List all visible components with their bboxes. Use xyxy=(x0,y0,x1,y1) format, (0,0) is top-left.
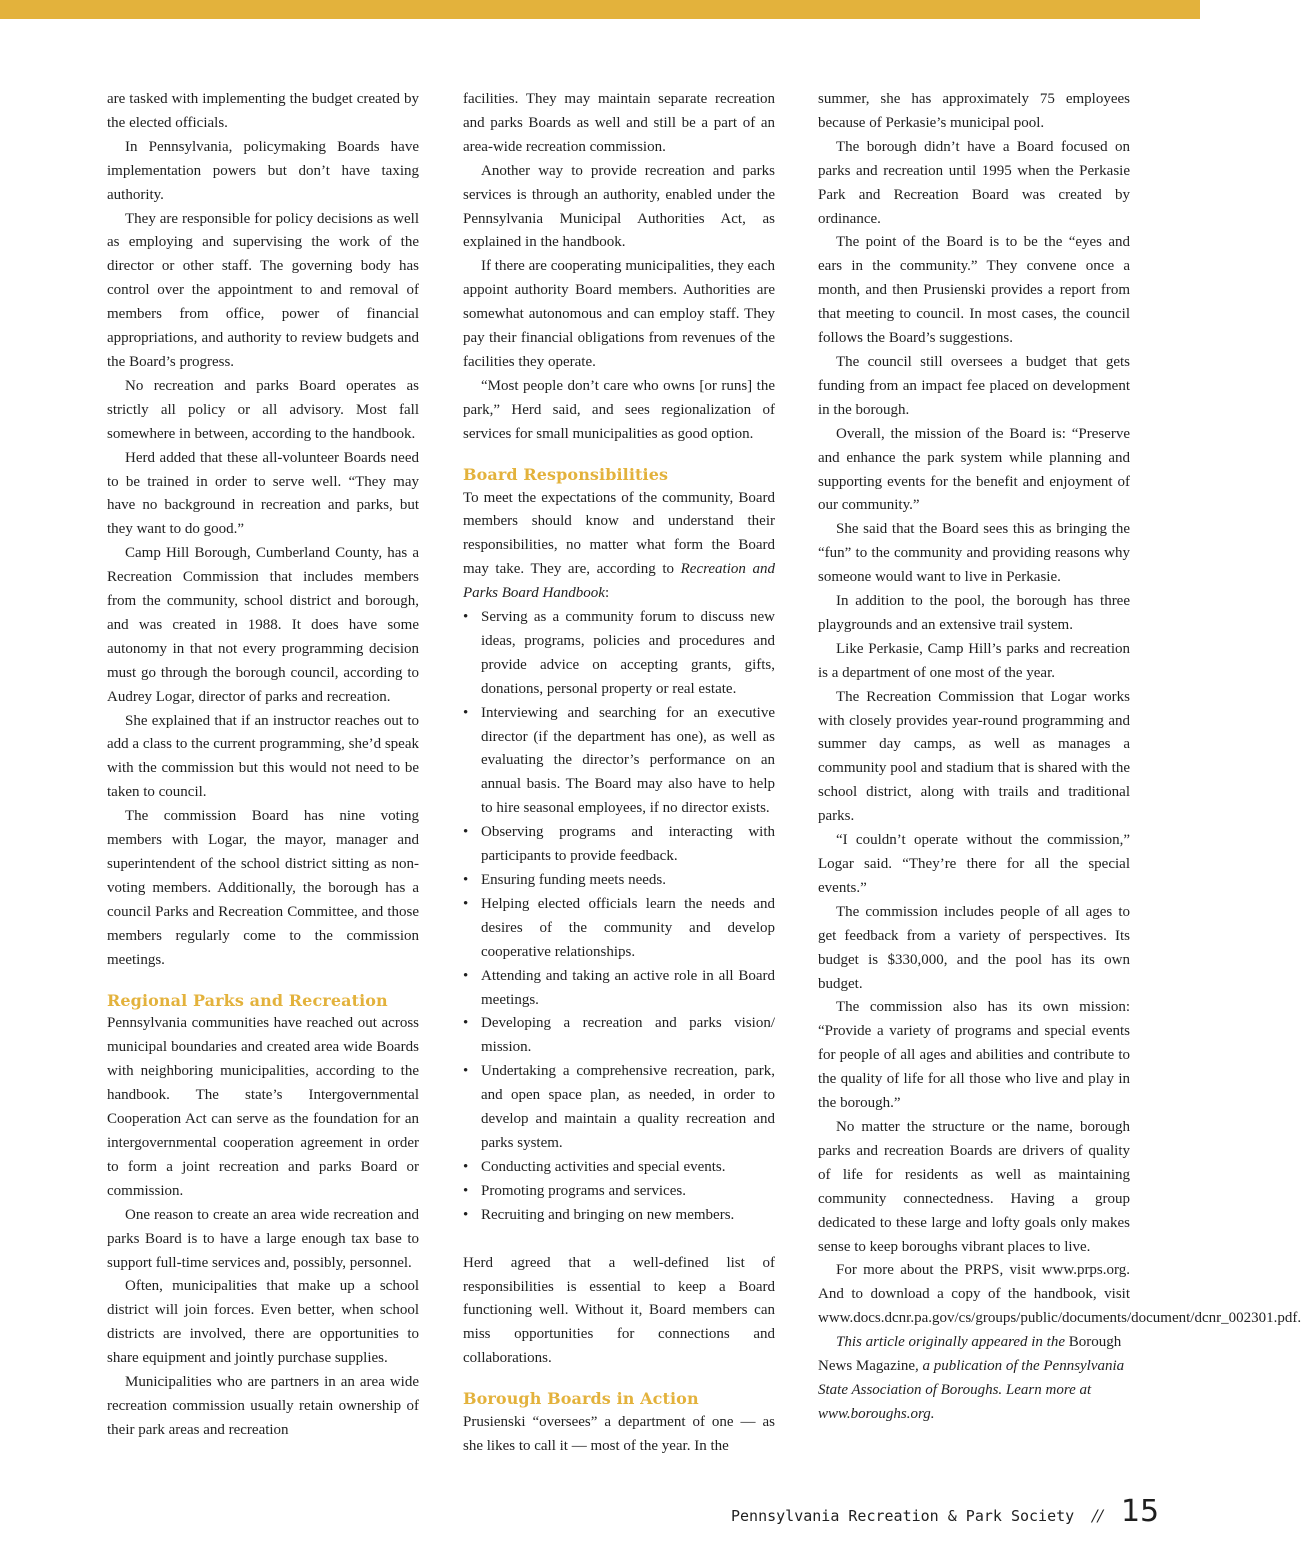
paragraph: are tasked with implementing the budget created by the elected officials. xyxy=(107,91,419,131)
paragraph: The borough didn’t have a Board focused on parks and recreation until 1995 when the Perkasie Park and Recreation Board was created by ordinance. xyxy=(818,138,1130,227)
list-item: • Conducting activities and special events. xyxy=(463,1156,775,1180)
article-credit xyxy=(818,1331,1130,1427)
paragraph: For more about the PRPS, visit www.prps.org. And to download a copy of the handbook, visit www.docs.dcnr.pa.gov/cs/groups/public/documents/document/dcnr_002301.pdf. xyxy=(818,1262,1301,1327)
paragraph: The commission Board has nine voting members with Logar, the mayor, manager and superintendent of the school district sitting as non-voting members. Additionally, the borough has a council Parks and Recreation Committee, and those members regularly come to the commission meetings. xyxy=(107,808,419,968)
paragraph: They are responsible for policy decisions as well as employing and supervising the work of the director or other staff. The governing body has control over the appointment to and removal of members from office, power of financial appropriations, and authority to review budgets and the Board’s progress. xyxy=(107,210,419,370)
list-item: • Recruiting and bringing on new members. xyxy=(463,1204,775,1228)
paragraph: The point of the Board is to be the “eyes and ears in the community.” They convene once a month, and then Prusienski provides a report from that meeting to council. In most cases, the council follows the Board’s suggestions. xyxy=(818,234,1130,347)
intro-colon: : xyxy=(604,585,610,602)
paragraph: Often, municipalities that make up a school district will join forces. Even better, when school districts are involved, there are opportunities to share equipment and jointly purchase supplies. xyxy=(107,1278,419,1367)
section-heading-board-responsibilities: Board Responsibilities xyxy=(463,464,669,484)
paragraph: No matter the structure or the name, borough parks and recreation Boards are drivers of quality of life for residents as well as maintaining community connectedness. Having a group dedicated to these large and lofty goals only makes sense to keep boroughs vibrant places to live. xyxy=(818,1118,1130,1255)
paragraph: facilities. They may maintain separate recreation and parks Boards as well and still be a part of an area-wide recreation commission. xyxy=(463,91,775,155)
paragraph: No recreation and parks Board operates as strictly all policy or all advisory. Most fall somewhere in between, according to the handbook. xyxy=(107,377,419,442)
paragraph: Camp Hill Borough, Cumberland County, has a Recreation Commission that includes members from the community, school district and borough, and was created in 1988. It does have some autonomy in that not every programming decision must go through the borough council, according to Audrey Logar, director of parks and recreation. xyxy=(107,545,419,705)
credit-text: This article originally appeared in the xyxy=(836,1334,1069,1351)
spacer xyxy=(463,1228,775,1252)
column-1 xyxy=(107,88,419,1443)
intro-text: To meet the expectations of the community, Board members should know and understand their responsibilities, no matter what form the Board may take. They are, according to xyxy=(463,489,775,578)
handbook-title: Recreation and Parks Board Handbook xyxy=(463,561,775,602)
paragraph: Another way to provide recreation and parks services is through an authority, enabled under the Pennsylvania Municipal Authorities Act, as explained in the handbook. xyxy=(463,162,775,251)
paragraph: Municipalities who are partners in an area wide recreation commission usually retain ownership of their park areas and recreation xyxy=(107,1374,419,1438)
list-item: • Ensuring funding meets needs. xyxy=(463,869,775,893)
page-number: 15 xyxy=(1120,1494,1160,1529)
paragraph: Overall, the mission of the Board is: “Preserve and enhance the park system while planning and supporting events for the benefit and enjoyment of our community.” xyxy=(818,425,1130,514)
list-item: • Observing programs and interacting with participants to provide feedback. xyxy=(463,821,775,869)
paragraph: If there are cooperating municipalities, they each appoint authority Board members. Authorities are somewhat autonomous and can employ staff. They pay their financial obligations from revenues of the facilities they operate. xyxy=(463,258,775,370)
paragraph: She explained that if an instructor reaches out to add a class to the current programming, she’d speak with the commission but this would not need to be taken to council. xyxy=(107,712,419,801)
section-heading-regional: Regional Parks and Recreation xyxy=(107,990,388,1010)
paragraph: The Recreation Commission that Logar works with closely provides year-round programming and summer day camps, as well as manages a community pool and stadium that is shared with the school district, along with trails and traditional parks. xyxy=(818,688,1130,825)
paragraph: Prusienski “oversees” a department of one — as she likes to call it — most of the year. In the xyxy=(463,1414,775,1454)
list-item: • Serving as a community forum to discuss new ideas, programs, policies and procedures and provide advice on accepting grants, gifts, donations, personal property or real estate. xyxy=(463,606,775,702)
list-item: • Promoting programs and services. xyxy=(463,1180,775,1204)
paragraph: In addition to the pool, the borough has three playgrounds and an extensive trail system. xyxy=(818,593,1130,633)
credit-text-end: , a publication of the Pennsylvania State Association of Boroughs. Learn more at www.boroughs.org. xyxy=(818,1358,1125,1422)
paragraph: In Pennsylvania, policymaking Boards have implementation powers but don’t have taxing authority. xyxy=(107,138,419,203)
paragraph: Herd added that these all-volunteer Boards need to be trained in order to serve well. “They may have no background in recreation and parks, but they want to do good.” xyxy=(107,449,419,538)
paragraph: Like Perkasie, Camp Hill’s parks and recreation is a department of one most of the year. xyxy=(818,640,1130,681)
page-footer xyxy=(731,1494,1160,1529)
paragraph: The commission includes people of all ages to get feedback from a variety of perspectives. Its budget is $330,000, and the pool has its own budget. xyxy=(818,903,1130,992)
paragraph: One reason to create an area wide recreation and parks Board is to have a large enough tax base to support full-time services and, possibly, personnel. xyxy=(107,1206,419,1271)
paragraph: The commission also has its own mission: “Provide a variety of programs and special events for people of all ages and abilities and contribute to the quality of life for all those who live and play in the borough.” xyxy=(818,999,1130,1112)
paragraph: “I couldn’t operate without the commission,” Logar said. “They’re there for all the special events.” xyxy=(818,832,1130,896)
magazine-name: Borough News Magazine xyxy=(818,1334,1122,1375)
column-3 xyxy=(818,88,1301,1427)
column-2 xyxy=(463,88,775,1459)
list-item: • Helping elected officials learn the needs and desires of the community and develop cooperative relationships. xyxy=(463,893,775,965)
paragraph: Pennsylvania communities have reached out across municipal boundaries and created area wide Boards with neighboring municipalities, according to the handbook. The state’s Intergovernmental Cooperation Act can serve as the foundation for an intergovernmental cooperation agreement in order to form a joint recreation and parks Board or commission. xyxy=(107,1015,419,1199)
paragraph: The council still oversees a budget that gets funding from an impact fee placed on development in the borough. xyxy=(818,353,1130,418)
paragraph: She said that the Board sees this as bringing the “fun” to the community and providing reasons why someone would want to live in Perkasie. xyxy=(818,521,1130,586)
responsibilities-list xyxy=(463,606,775,1228)
paragraph: summer, she has approximately 75 employees because of Perkasie’s municipal pool. xyxy=(818,91,1130,131)
list-item: • Attending and taking an active role in all Board meetings. xyxy=(463,965,775,1013)
paragraph: “Most people don’t care who owns [or runs] the park,” Herd said, and sees regionalization of services for small municipalities as good option. xyxy=(463,377,775,442)
footer-society-name: Pennsylvania Recreation & Park Society xyxy=(731,1507,1075,1525)
list-item: • Developing a recreation and parks vision/ mission. xyxy=(463,1012,775,1060)
paragraph: Herd agreed that a well-defined list of responsibilities is essential to keep a Board functioning well. Without it, Board members can miss opportunities for connections and collaborations. xyxy=(463,1254,775,1367)
section-heading-borough-boards: Borough Boards in Action xyxy=(463,1389,699,1409)
footer-separator: // xyxy=(1092,1506,1103,1525)
list-item: • Undertaking a comprehensive recreation, park, and open space plan, as needed, in order to develop and maintain a quality recreation and parks system. xyxy=(463,1060,775,1156)
top-accent-bar xyxy=(0,0,1200,19)
list-item: • Interviewing and searching for an executive director (if the department has one), as well as evaluating the director’s performance on an annual basis. The Board may also have to help to hire seasonal employees, if no director exists. xyxy=(463,702,775,822)
responsibilities-intro xyxy=(463,487,775,607)
